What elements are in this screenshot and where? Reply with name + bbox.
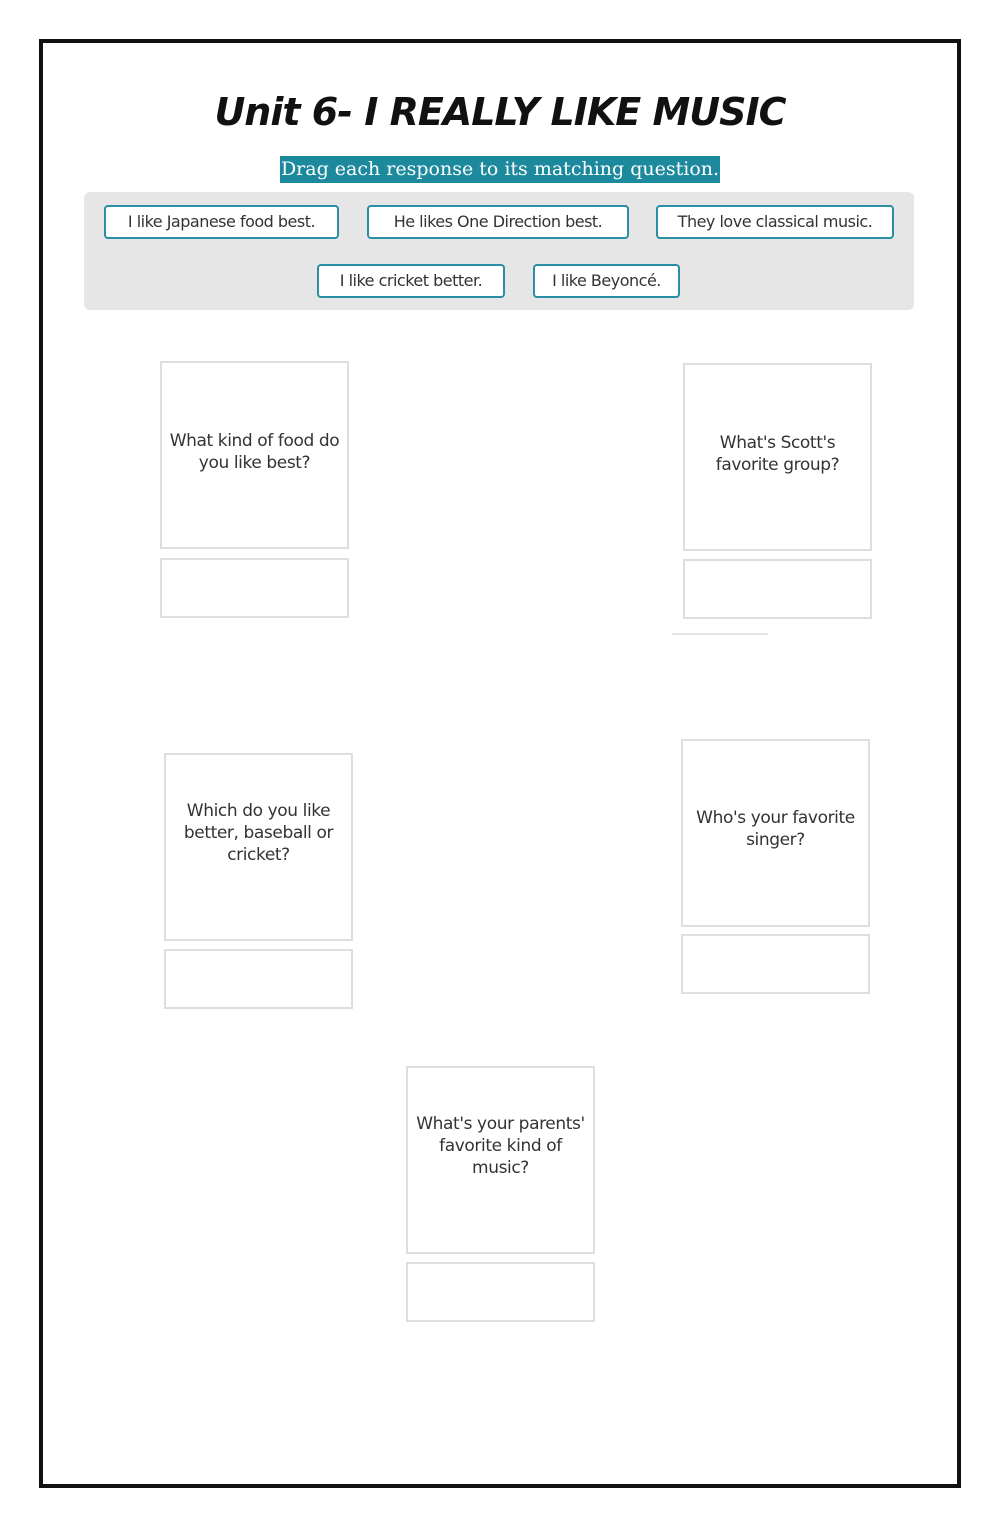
- question-card-sport: [164, 753, 353, 941]
- drop-zone-singer[interactable]: [681, 934, 870, 994]
- response-chip-beyonce[interactable]: I like Beyoncé.: [533, 264, 680, 298]
- drop-zone-music[interactable]: [406, 1262, 595, 1322]
- instruction-row: [0, 156, 1000, 183]
- question-card-group: [683, 363, 872, 551]
- question-text: What's Scott's favorite group?: [715, 433, 840, 475]
- drop-zone-food[interactable]: [160, 558, 349, 618]
- page-title: Unit 6- I REALLY LIKE MUSIC: [214, 90, 786, 134]
- question-text: Who's your favorite singer?: [696, 808, 855, 850]
- question-card-singer: [681, 739, 870, 927]
- question-card-music: [406, 1066, 595, 1254]
- question-text: What kind of food do you like best?: [169, 431, 340, 473]
- question-text: What's your parents' favorite kind of music?: [416, 1114, 585, 1178]
- response-chip-japanese-food[interactable]: I like Japanese food best.: [104, 205, 339, 239]
- instruction-text: Drag each response to its matching question.: [280, 156, 720, 183]
- divider-line: [672, 633, 768, 635]
- question-card-food: [160, 361, 349, 549]
- drop-zone-sport[interactable]: [164, 949, 353, 1009]
- response-chip-classical-music[interactable]: They love classical music.: [656, 205, 894, 239]
- response-chip-cricket[interactable]: I like cricket better.: [317, 264, 505, 298]
- drop-zone-group[interactable]: [683, 559, 872, 619]
- response-chip-one-direction[interactable]: He likes One Direction best.: [367, 205, 629, 239]
- response-bank: [84, 192, 914, 310]
- question-text: Which do you like better, baseball or cricket?: [183, 801, 334, 865]
